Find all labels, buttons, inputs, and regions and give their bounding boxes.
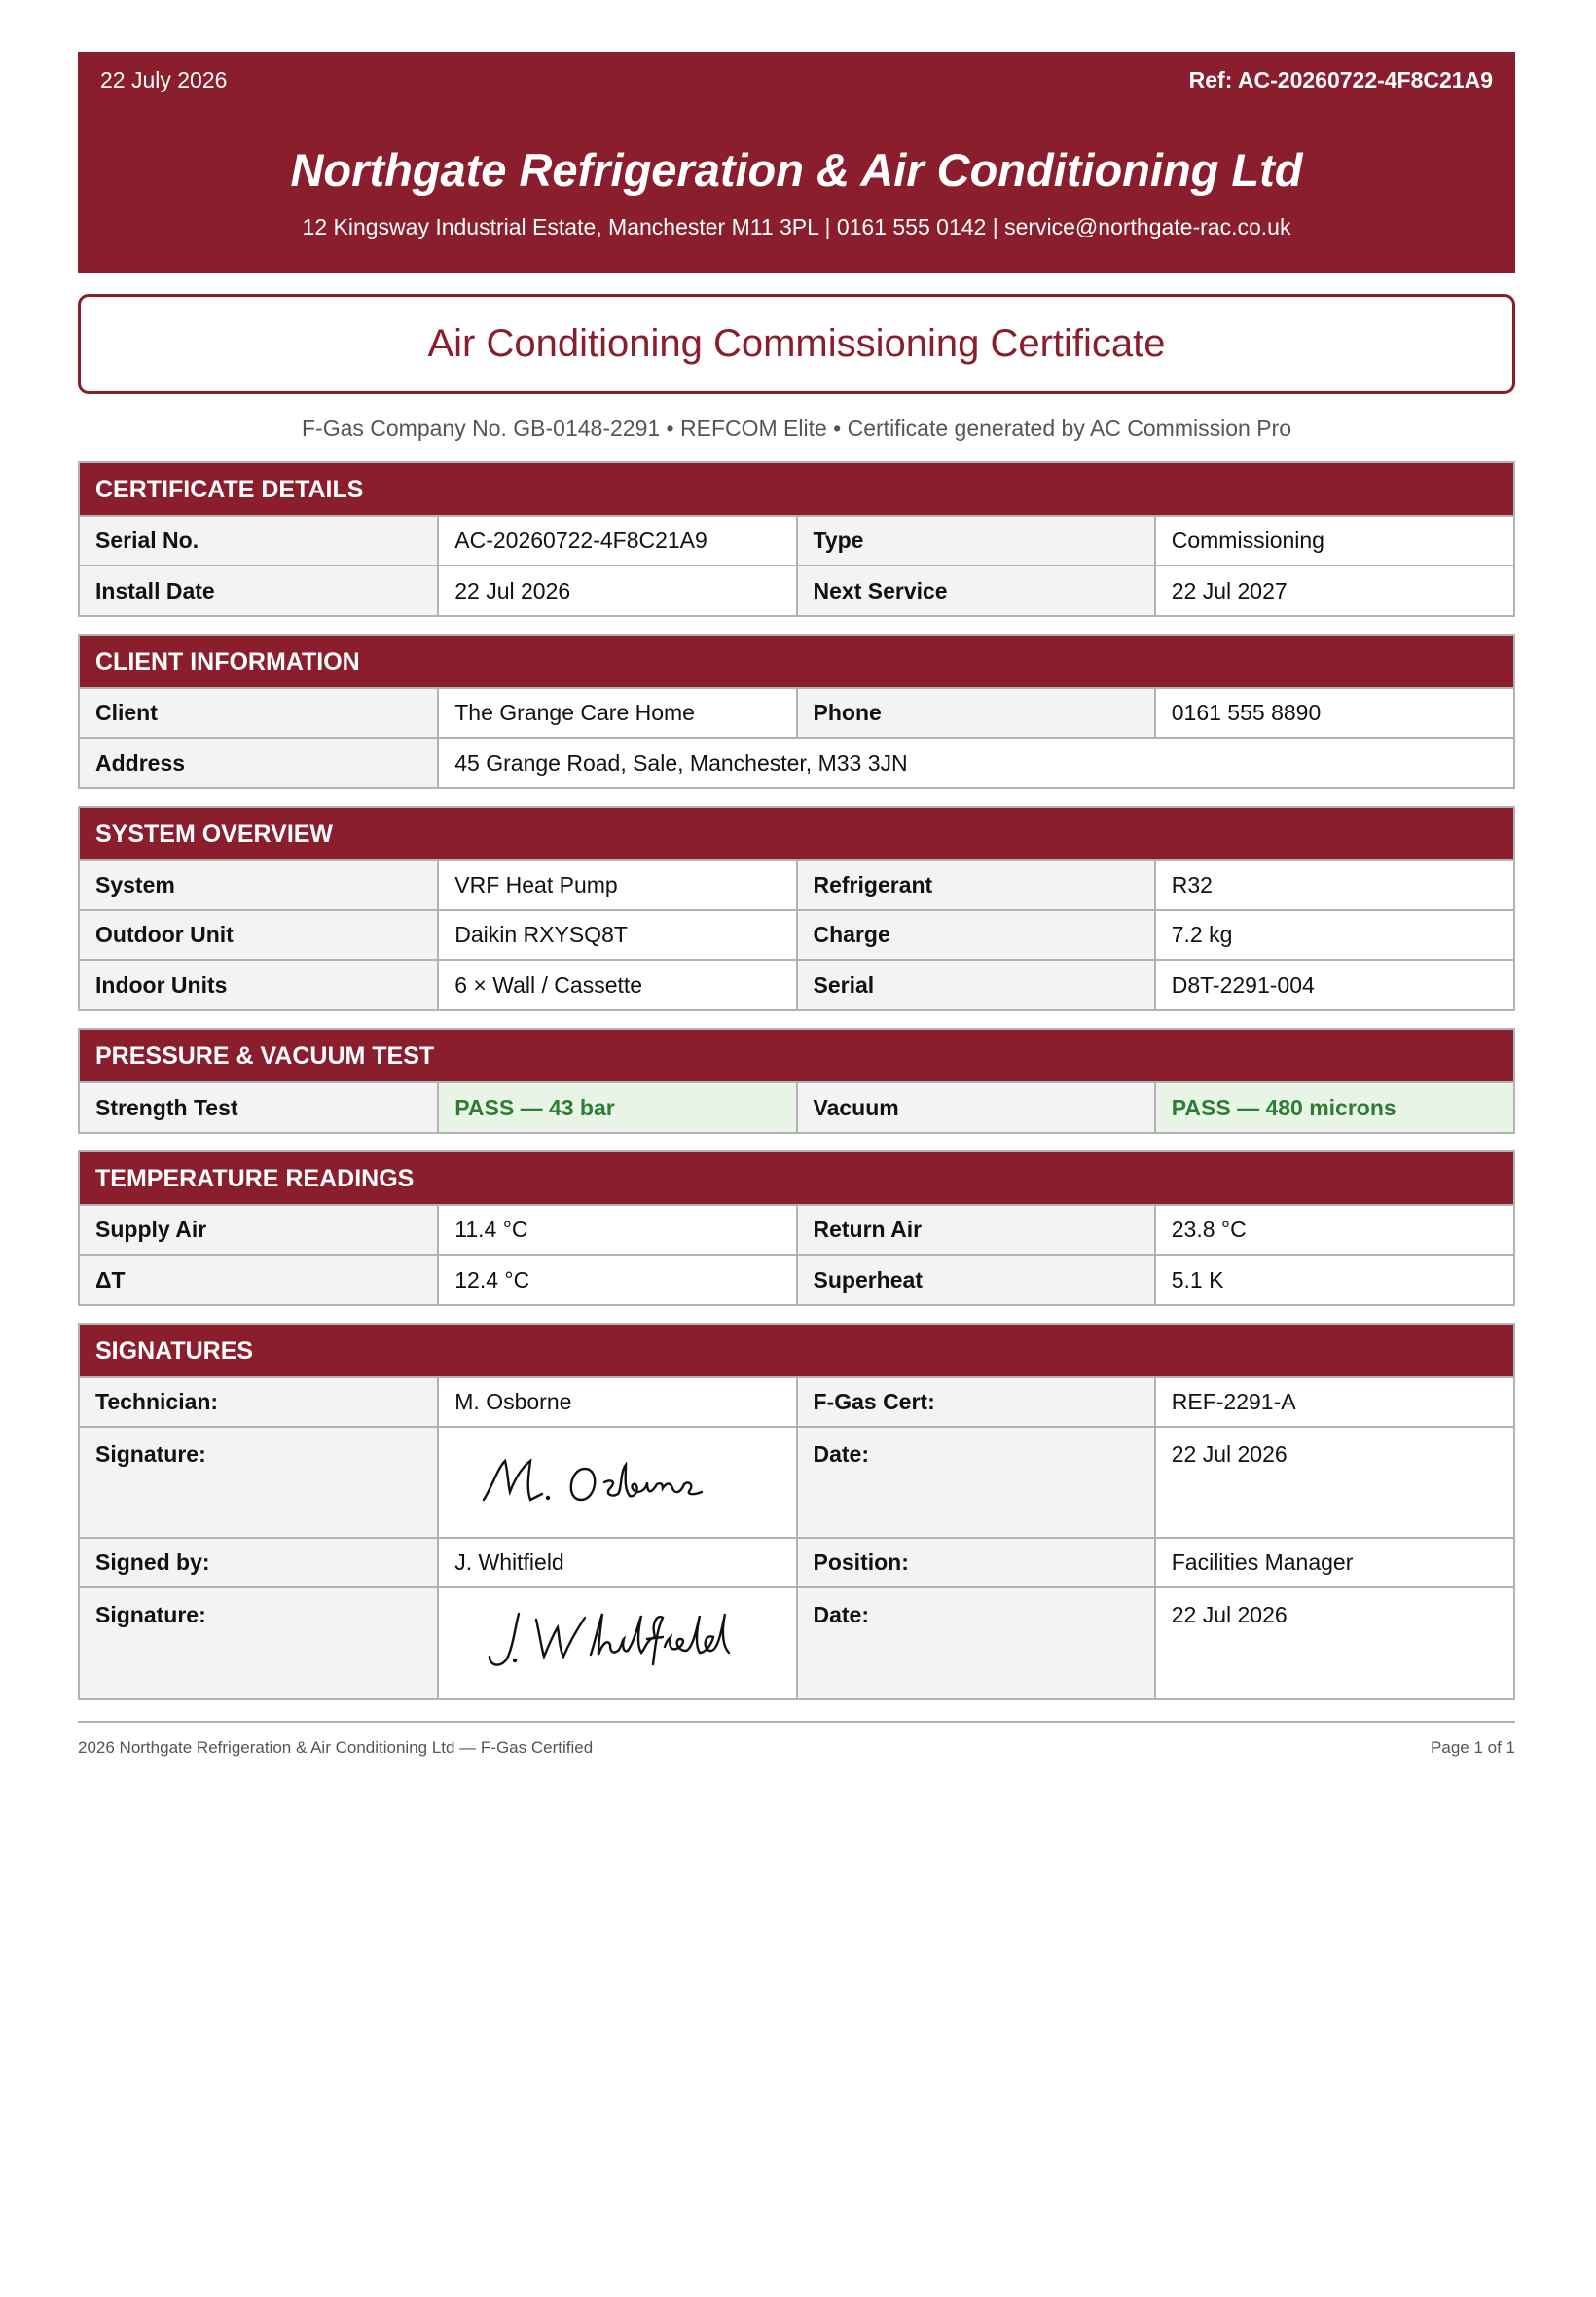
table-row [80, 1082, 1513, 1132]
technician-name-value: M. Osborne [438, 1377, 796, 1427]
field-label: System [80, 860, 438, 910]
technician-date-value: 22 Jul 2026 [1155, 1427, 1513, 1538]
table-row [80, 960, 1513, 1009]
client-phone-value: 0161 555 8890 [1155, 688, 1513, 738]
field-label: Superheat [797, 1255, 1155, 1304]
accreditation-line: F-Gas Company No. GB-0148-2291 • REFCOM Elite • Certificate generated by AC Commission Pro [302, 416, 1291, 441]
header-reference: Ref: AC-20260722-4F8C21A9 [1188, 67, 1493, 92]
temperature-readings-section [78, 1150, 1515, 1306]
client-date-value: 22 Jul 2026 [1155, 1587, 1513, 1698]
field-label: F-Gas Cert: [797, 1377, 1155, 1427]
system-type-value: VRF Heat Pump [438, 860, 796, 910]
client-signature-cell [438, 1587, 796, 1698]
table-row [80, 1538, 1513, 1587]
field-label: Address [80, 738, 438, 787]
refrigerant-value: R32 [1155, 860, 1513, 910]
indoor-units-value: 6 × Wall / Cassette [438, 960, 796, 1009]
superheat-value: 5.1 K [1155, 1255, 1513, 1304]
install-date-value: 22 Jul 2026 [438, 565, 796, 615]
table-row [80, 565, 1513, 615]
field-label: Outdoor Unit [80, 910, 438, 960]
field-label: Return Air [797, 1205, 1155, 1255]
field-label: Serial No. [80, 516, 438, 565]
page-footer [78, 1721, 1515, 1758]
footer-copyright: 2026 Northgate Refrigeration & Air Conditioning Ltd — F-Gas Certified [78, 1738, 594, 1757]
unit-serial-value: D8T-2291-004 [1155, 960, 1513, 1009]
section-heading: CERTIFICATE DETAILS [80, 463, 1513, 515]
header-date: 22 July 2026 [100, 67, 228, 92]
table-row [80, 1205, 1513, 1255]
field-label: Next Service [797, 565, 1155, 615]
field-label: ΔT [80, 1255, 438, 1304]
client-information-section [78, 634, 1515, 789]
pressure-vacuum-table [80, 1081, 1513, 1132]
technician-signature [476, 1449, 739, 1517]
certificate-title-box [78, 294, 1515, 394]
charge-value: 7.2 kg [1155, 910, 1513, 960]
section-heading: SYSTEM OVERVIEW [80, 808, 1513, 859]
table-row [80, 1427, 1513, 1538]
delta-t-value: 12.4 °C [438, 1255, 796, 1304]
return-air-value: 23.8 °C [1155, 1205, 1513, 1255]
pressure-vacuum-section [78, 1028, 1515, 1134]
client-information-table [80, 687, 1513, 787]
signatures-table [80, 1376, 1513, 1698]
position-value: Facilities Manager [1155, 1538, 1513, 1587]
section-heading: CLIENT INFORMATION [80, 636, 1513, 687]
signed-by-value: J. Whitfield [438, 1538, 796, 1587]
field-label: Signature: [80, 1427, 438, 1538]
field-label: Charge [797, 910, 1155, 960]
field-label: Install Date [80, 565, 438, 615]
fgas-cert-value: REF-2291-A [1155, 1377, 1513, 1427]
outdoor-unit-value: Daikin RXYSQ8T [438, 910, 796, 960]
certificate-details-section [78, 461, 1515, 617]
field-label: Technician: [80, 1377, 438, 1427]
table-row [80, 1377, 1513, 1427]
supply-air-value: 11.4 °C [438, 1205, 796, 1255]
field-label: Client [80, 688, 438, 738]
client-signature [476, 1604, 739, 1674]
field-label: Type [797, 516, 1155, 565]
serial-number-value: AC-20260722-4F8C21A9 [438, 516, 796, 565]
section-heading: PRESSURE & VACUUM TEST [80, 1030, 1513, 1081]
strength-test-result: PASS — 43 bar [438, 1082, 796, 1132]
field-label: Phone [797, 688, 1155, 738]
vacuum-test-result: PASS — 480 microns [1155, 1082, 1513, 1132]
table-row [80, 1255, 1513, 1304]
technician-signature-cell [438, 1427, 796, 1538]
field-label: Vacuum [797, 1082, 1155, 1132]
field-label: Refrigerant [797, 860, 1155, 910]
table-row [80, 910, 1513, 960]
field-label: Position: [797, 1538, 1155, 1587]
table-row [80, 516, 1513, 565]
field-label: Signed by: [80, 1538, 438, 1587]
table-row [80, 1587, 1513, 1698]
field-label: Date: [797, 1587, 1155, 1698]
field-label: Supply Air [80, 1205, 438, 1255]
company-contact: 12 Kingsway Industrial Estate, Manchester M11 3PL | 0161 555 0142 | service@northgate-rac.co.uk [302, 214, 1291, 239]
field-label: Signature: [80, 1587, 438, 1698]
table-row [80, 738, 1513, 787]
certificate-page [78, 52, 1515, 1758]
client-name-value: The Grange Care Home [438, 688, 796, 738]
company-header [78, 52, 1515, 273]
page-number: Page 1 of 1 [1431, 1738, 1515, 1757]
next-service-value: 22 Jul 2027 [1155, 565, 1513, 615]
type-value: Commissioning [1155, 516, 1513, 565]
system-overview-section [78, 806, 1515, 1011]
temperature-readings-table [80, 1204, 1513, 1304]
company-name: Northgate Refrigeration & Air Conditioning Ltd [290, 144, 1303, 196]
signatures-section [78, 1323, 1515, 1700]
field-label: Indoor Units [80, 960, 438, 1009]
certificate-title: Air Conditioning Commissioning Certificate [427, 322, 1166, 365]
section-heading: TEMPERATURE READINGS [80, 1152, 1513, 1204]
certificate-details-table [80, 515, 1513, 615]
field-label: Strength Test [80, 1082, 438, 1132]
field-label: Date: [797, 1427, 1155, 1538]
table-row [80, 860, 1513, 910]
system-overview-table [80, 859, 1513, 1009]
table-row [80, 688, 1513, 738]
client-address-value: 45 Grange Road, Sale, Manchester, M33 3JN [438, 738, 1513, 787]
field-label: Serial [797, 960, 1155, 1009]
section-heading: SIGNATURES [80, 1325, 1513, 1376]
